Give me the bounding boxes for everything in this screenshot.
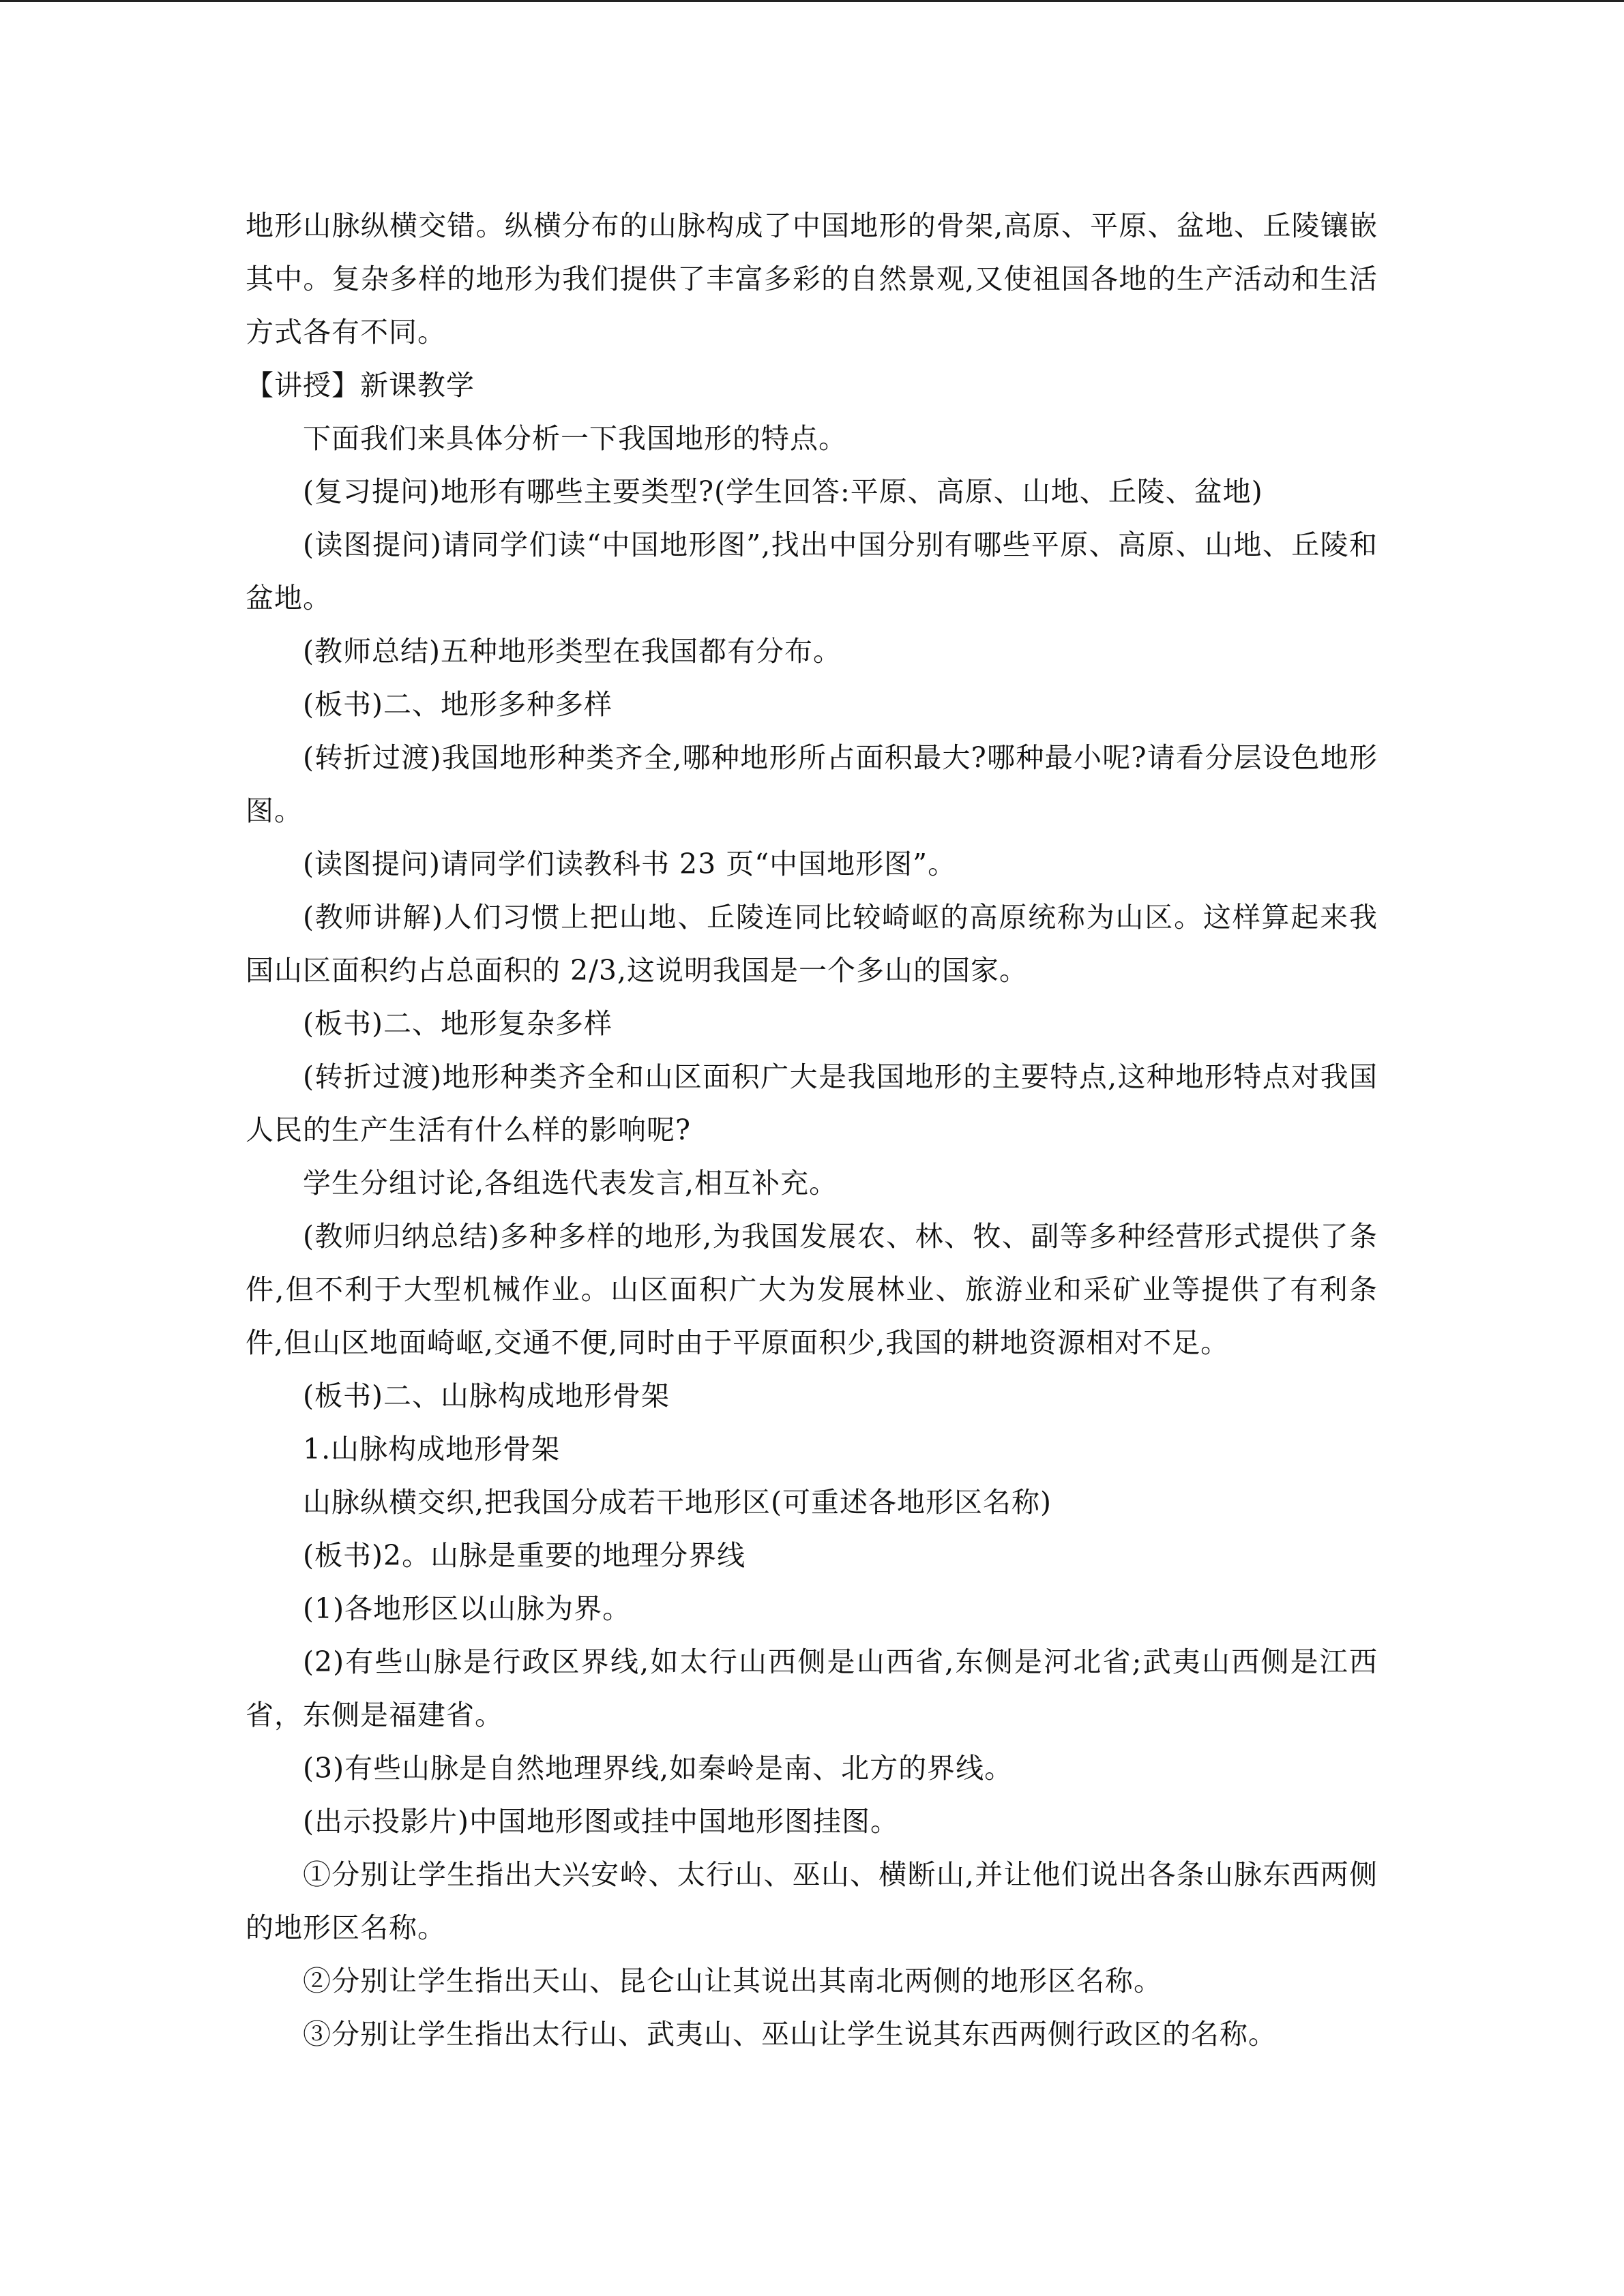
paragraph: ②分别让学生指出天山、昆仑山让其说出其南北两侧的地形区名称。 bbox=[303, 1965, 1162, 1997]
paragraph: (板书)二、地形复杂多样 bbox=[303, 1007, 612, 1040]
document-body bbox=[246, 199, 1378, 2061]
paragraph: (读图提问)请同学们读“中国地形图”,找出中国分别有哪些平原、高原、山地、丘陵和盆地。 bbox=[246, 528, 1378, 614]
paragraph: (2)有些山脉是行政区界线,如太行山西侧是山西省,东侧是河北省;武夷山西侧是江西省，东侧是福建省。 bbox=[246, 1645, 1378, 1731]
paragraph: (板书)2。山脉是重要的地理分界线 bbox=[303, 1539, 746, 1572]
paragraph: 山脉纵横交织,把我国分成若干地形区(可重述各地形区名称) bbox=[303, 1486, 1052, 1519]
paragraph: (教师总结)五种地形类型在我国都有分布。 bbox=[303, 635, 842, 668]
paragraph: (1)各地形区以山脉为界。 bbox=[303, 1592, 632, 1625]
paragraph: 下面我们来具体分析一下我国地形的特点。 bbox=[303, 422, 847, 455]
paragraph: ①分别让学生指出大兴安岭、太行山、巫山、横断山,并让他们说出各条山脉东西两侧的地形区名称。 bbox=[246, 1858, 1378, 1944]
paragraph: (板书)二、地形多种多样 bbox=[303, 688, 612, 721]
paragraph: 学生分组讨论,各组选代表发言,相互补充。 bbox=[303, 1167, 838, 1199]
paragraph: 地形山脉纵横交错。纵横分布的山脉构成了中国地形的骨架,高原、平原、盆地、丘陵镶嵌其中。复杂多样的地形为我们提供了丰富多彩的自然景观,又使祖国各地的生产活动和生活方式各有不同。 bbox=[246, 209, 1378, 348]
paragraph: (教师讲解)人们习惯上把山地、丘陵连同比较崎岖的高原统称为山区。这样算起来我国山区面积约占总面积的 2/3,这说明我国是一个多山的国家。 bbox=[246, 901, 1378, 987]
top-border bbox=[0, 0, 1624, 2]
paragraph: ③分别让学生指出太行山、武夷山、巫山让学生说其东西两侧行政区的名称。 bbox=[303, 2018, 1277, 2051]
paragraph: 1.山脉构成地形骨架 bbox=[303, 1433, 561, 1465]
paragraph: (转折过渡)地形种类齐全和山区面积广大是我国地形的主要特点,这种地形特点对我国人民的生产生活有什么样的影响呢? bbox=[246, 1060, 1378, 1146]
paragraph: (转折过渡)我国地形种类齐全,哪种地形所占面积最大?哪种最小呢?请看分层设色地形图。 bbox=[246, 741, 1378, 827]
paragraph: (出示投影片)中国地形图或挂中国地形图挂图。 bbox=[303, 1805, 899, 1838]
paragraph: (复习提问)地形有哪些主要类型?(学生回答:平原、高原、山地、丘陵、盆地) bbox=[303, 475, 1263, 508]
paragraph: (教师归纳总结)多种多样的地形,为我国发展农、林、牧、副等多种经营形式提供了条件,但不利于大型机械作业。山区面积广大为发展林业、旅游业和采矿业等提供了有利条件,但山区地面崎岖,交通不便,同时由于平原面积少,我国的耕地资源相对不足。 bbox=[246, 1220, 1378, 1359]
paragraph: (板书)二、山脉构成地形骨架 bbox=[303, 1380, 670, 1412]
paragraph: (3)有些山脉是自然地理界线,如秦岭是南、北方的界线。 bbox=[303, 1752, 1014, 1785]
paragraph: (读图提问)请同学们读教科书 23 页“中国地形图”。 bbox=[303, 848, 957, 880]
paragraph: 【讲授】新课教学 bbox=[246, 369, 475, 402]
